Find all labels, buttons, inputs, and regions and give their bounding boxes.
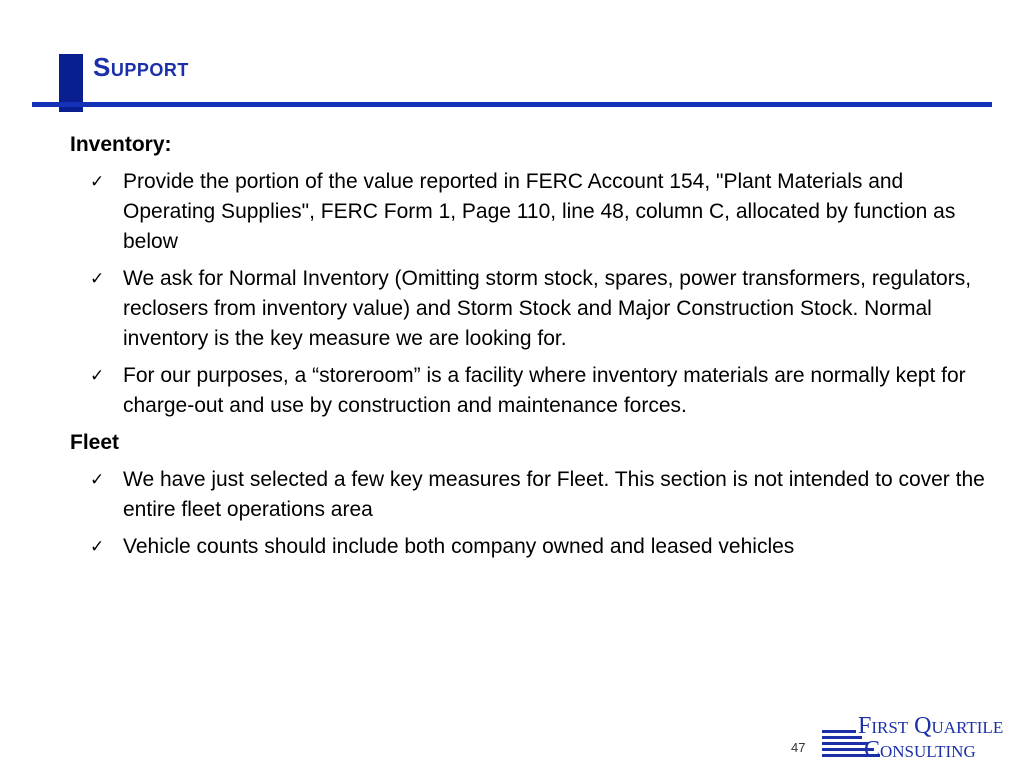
company-logo [818, 712, 1024, 764]
logo-text-line1: First Quartile [858, 713, 1004, 739]
slide-title: Support [93, 52, 189, 82]
section-heading-inventory: Inventory: [70, 133, 172, 156]
check-mark-icon: ✓ [90, 366, 105, 386]
check-mark-icon: ✓ [90, 172, 105, 192]
check-mark-icon: ✓ [90, 470, 105, 490]
fleet-list [70, 465, 990, 562]
title-divider [32, 102, 992, 107]
check-mark-icon: ✓ [90, 537, 105, 557]
list-item [70, 167, 990, 257]
page-number: 47 [791, 740, 806, 755]
list-item [70, 361, 990, 421]
check-mark-icon: ✓ [90, 269, 105, 289]
logo-text-line2: Consulting [864, 737, 976, 763]
inventory-list [70, 167, 990, 421]
list-item-text: For our purposes, a “storeroom” is a facility where inventory materials are normally kept for charge-out and use by construction and maintenance forces. [123, 364, 966, 417]
slide-content [70, 131, 990, 569]
list-item-text: Vehicle counts should include both company owned and leased vehicles [123, 535, 795, 558]
list-item-text: We ask for Normal Inventory (Omitting storm stock, spares, power transformers, regulators, reclosers from inventory value) and Storm Stock and Major Construction Stock. Normal inventory is the key measure we are looking for. [123, 267, 972, 350]
list-item [70, 532, 990, 562]
list-item-text: We have just selected a few key measures for Fleet. This section is not intended to cover the entire fleet operations area [123, 468, 985, 521]
list-item [70, 465, 990, 525]
section-heading-fleet: Fleet [70, 431, 120, 454]
list-item [70, 264, 990, 354]
list-item-text: Provide the portion of the value reported in FERC Account 154, "Plant Materials and Operating Supplies", FERC Form 1, Page 110, line 48, column C, allocated by function as below [123, 170, 956, 253]
